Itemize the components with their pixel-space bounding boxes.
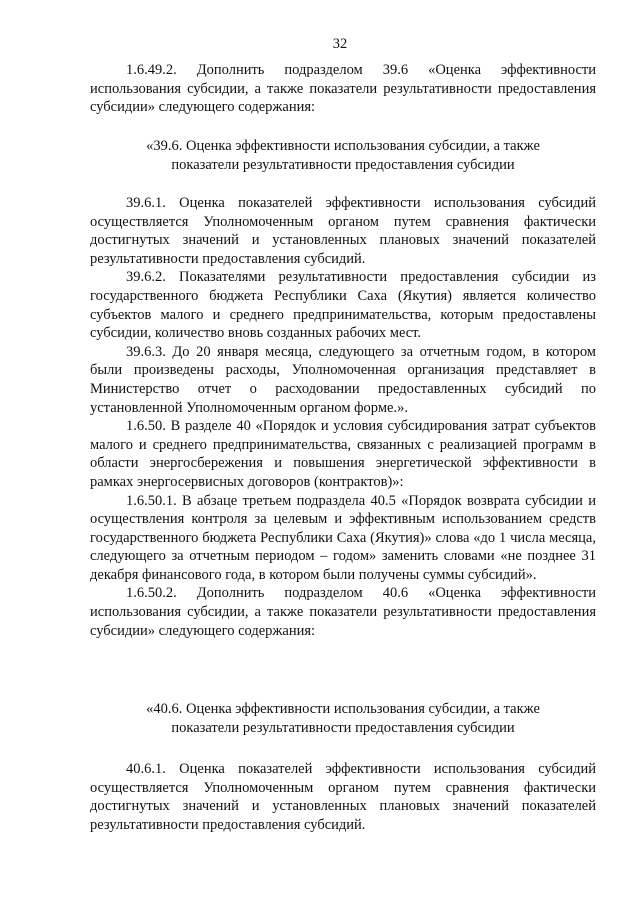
paragraph-1-6-50: 1.6.50. В разделе 40 «Порядок и условия субсидирования затрат субъектов малого и среднего предпринимательства, связанных с реализацией программ в области энергосбережения и повышения энергетической эффективности в рамках энергосервисных договоров (контрактов)»: bbox=[90, 418, 596, 490]
paragraph-39-6-1: 39.6.1. Оценка показателей эффективности использования субсидий осуществляется Уполномоченным органом путем сравнения фактически достигнутых значений и установленных плановых значений показателей результативности предоставления субсидий. bbox=[90, 195, 596, 267]
page-number: 32 bbox=[332, 36, 348, 52]
amendment-block-3 bbox=[90, 760, 596, 834]
heading-line-2: показатели результативности предоставления субсидии bbox=[171, 720, 515, 736]
amendment-block-2 bbox=[90, 194, 596, 640]
heading-line-1: «39.6. Оценка эффективности использования субсидии, а также bbox=[146, 138, 540, 154]
heading-line-1: «40.6. Оценка эффективности использования субсидии, а также bbox=[146, 701, 540, 717]
heading-line-2: показатели результативности предоставления субсидии bbox=[171, 157, 515, 173]
amendment-block-1 bbox=[90, 61, 596, 117]
section-heading-40-6 bbox=[90, 700, 596, 738]
section-heading-39-6 bbox=[90, 137, 596, 175]
paragraph-1-6-50-2: 1.6.50.2. Дополнить подразделом 40.6 «Оценка эффективности использования субсидии, а также показатели результативности предоставления субсидии» следующего содержания: bbox=[90, 585, 596, 639]
paragraph-1-6-50-1: 1.6.50.1. В абзаце третьем подраздела 40.5 «Порядок возврата субсидии и осуществления контроля за целевым и эффективным использованием средств государственного бюджета Республики Саха (Якутия)» слова «до 1 числа месяца, следующего за отчетным периодом – годом» заменить словами «не позднее 31 декабря финансового года, в котором были получены суммы субсидий». bbox=[90, 492, 596, 583]
paragraph-1-6-49-2: 1.6.49.2. Дополнить подразделом 39.6 «Оценка эффективности использования субсидии, а также показатели результативности предоставления субсидии» следующего содержания: bbox=[90, 62, 596, 116]
paragraph-40-6-1: 40.6.1. Оценка показателей эффективности использования субсидий осуществляется Уполномоченным органом путем сравнения фактически достигнутых значений и установленных плановых значений показателей результативности предоставления субсидий. bbox=[90, 761, 596, 833]
paragraph-39-6-2: 39.6.2. Показателями результативности предоставления субсидии из государственного бюджета Республики Саха (Якутия) является количество субъектов малого и среднего предпринимательства, которым предоставлены субсидии, количество вновь созданных рабочих мест. bbox=[90, 269, 596, 342]
paragraph-39-6-3: 39.6.3. До 20 января месяца, следующего за отчетным годом, в котором были произведены расходы, Уполномоченная организация представляет в Министерство отчет о расходовании предоставленных субсидий по установленной Уполномоченным органом форме.». bbox=[90, 343, 596, 416]
